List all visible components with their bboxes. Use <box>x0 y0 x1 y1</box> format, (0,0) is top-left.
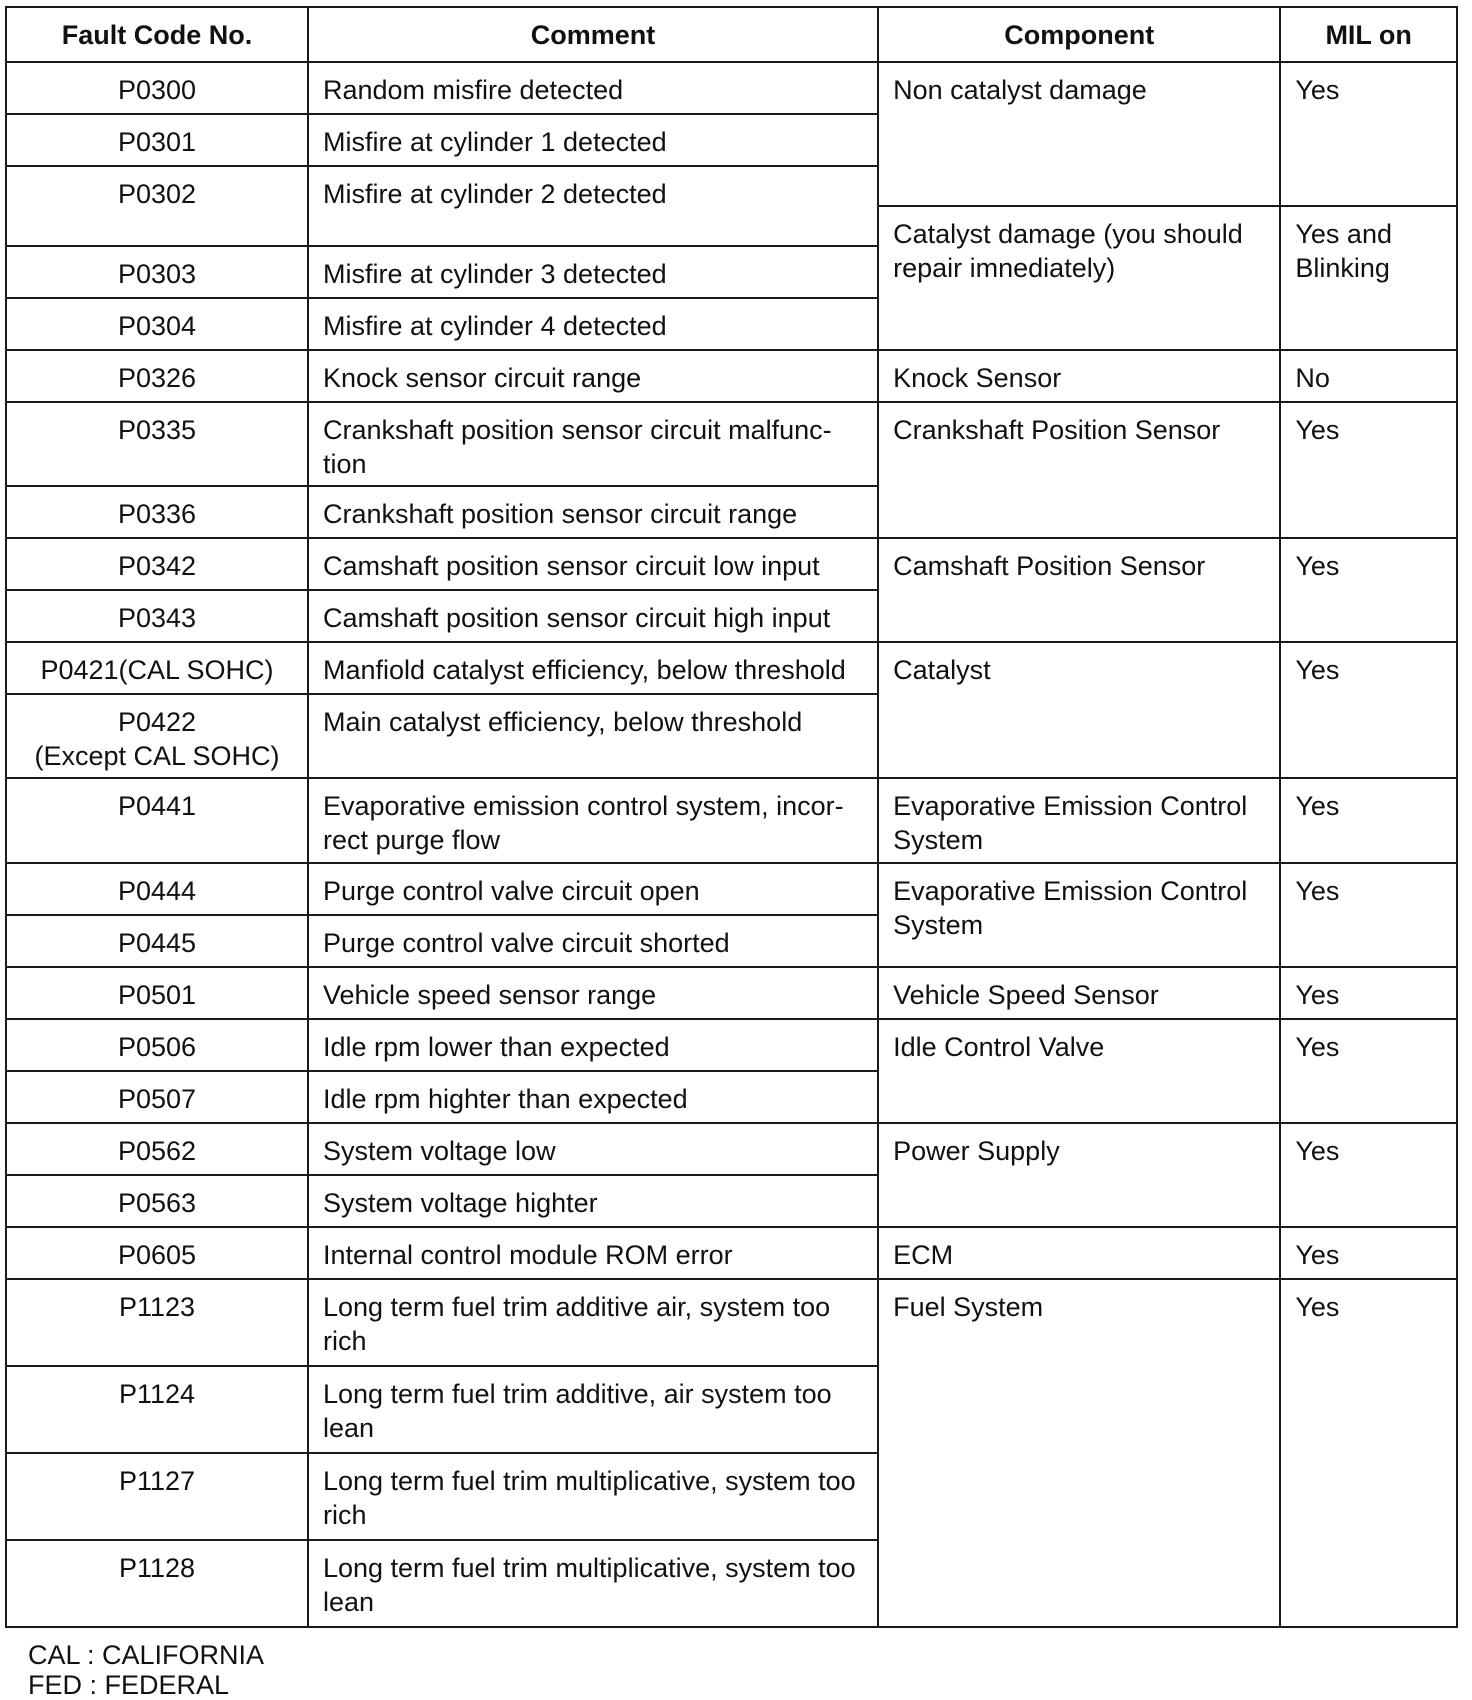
mil-cell: No <box>1280 350 1457 402</box>
component-cell: Non catalyst damage <box>878 62 1280 206</box>
fault-code: P0507 <box>6 1071 308 1123</box>
component-cell: Camshaft Position Sensor <box>878 538 1280 642</box>
fault-code: P0444 <box>6 863 308 915</box>
table-row <box>6 863 1457 915</box>
header-row <box>6 7 1457 62</box>
header-comment: Comment <box>308 7 878 62</box>
fault-code: P0605 <box>6 1227 308 1279</box>
table-row <box>6 62 1457 114</box>
fault-code: P0422 <box>117 707 197 737</box>
fault-code-note: (Except CAL SOHC) <box>34 741 280 771</box>
fault-comment: Long term fuel trim multiplicative, system too lean <box>308 1540 878 1627</box>
fault-code: P1127 <box>6 1453 308 1540</box>
component-cell: Evaporative Emission Control System <box>878 863 1280 967</box>
footnote-cal: CAL : CALIFORNIA <box>28 1640 265 1670</box>
fault-comment: Long term fuel trim additive air, system too rich <box>308 1279 878 1366</box>
fault-code: P0326 <box>6 350 308 402</box>
table-row <box>6 642 1457 694</box>
fault-code: P0304 <box>6 298 308 350</box>
fault-comment: Main catalyst efficiency, below threshold <box>308 694 878 778</box>
component-cell: ECM <box>878 1227 1280 1279</box>
fault-code: P0421(CAL SOHC) <box>6 642 308 694</box>
mil-cell: Yes <box>1280 778 1457 863</box>
table-row <box>6 1227 1457 1279</box>
table-row <box>6 778 1457 863</box>
mil-cell: Yes <box>1280 1279 1457 1627</box>
footnotes <box>28 1640 264 1700</box>
header-mil-on: MIL on <box>1280 7 1457 62</box>
fault-comment: Misfire at cylinder 4 detected <box>308 298 878 350</box>
mil-cell: Yes <box>1280 967 1457 1019</box>
fault-code: P0336 <box>6 486 308 538</box>
table-row <box>6 402 1457 486</box>
fault-code: P0335 <box>6 402 308 486</box>
fault-code-table <box>5 6 1458 1628</box>
table-row <box>6 1019 1457 1071</box>
header-component: Component <box>878 7 1280 62</box>
fault-code: P0342 <box>6 538 308 590</box>
mil-cell: Yes and Blinking <box>1280 206 1457 350</box>
fault-code: P1124 <box>6 1366 308 1453</box>
fault-code: P1123 <box>6 1279 308 1366</box>
fault-code: P0303 <box>6 246 308 298</box>
mil-cell: Yes <box>1280 402 1457 538</box>
component-cell: Evaporative Emission Control System <box>878 778 1280 863</box>
fault-code: P0343 <box>6 590 308 642</box>
fault-comment: Misfire at cylinder 2 detected <box>308 166 878 246</box>
mil-cell: Yes <box>1280 62 1457 206</box>
fault-comment: Crankshaft position sensor circuit malfunc- tion <box>308 402 878 486</box>
component-cell: Crankshaft Position Sensor <box>878 402 1280 538</box>
header-fault-code: Fault Code No. <box>6 7 308 62</box>
component-cell: Vehicle Speed Sensor <box>878 967 1280 1019</box>
fault-comment: Vehicle speed sensor range <box>308 967 878 1019</box>
fault-comment: Random misfire detected <box>308 62 878 114</box>
component-cell: Idle Control Valve <box>878 1019 1280 1123</box>
fault-comment: Purge control valve circuit open <box>308 863 878 915</box>
fault-code: P0506 <box>6 1019 308 1071</box>
table-row <box>6 1123 1457 1175</box>
fault-code-cell <box>6 694 308 778</box>
table-row <box>6 1279 1457 1366</box>
fault-code: P0445 <box>6 915 308 967</box>
component-cell: Knock Sensor <box>878 350 1280 402</box>
fault-code: P0300 <box>6 62 308 114</box>
fault-comment: Purge control valve circuit shorted <box>308 915 878 967</box>
fault-code: P0301 <box>6 114 308 166</box>
fault-code: P0501 <box>6 967 308 1019</box>
fault-comment: Long term fuel trim multiplicative, system too rich <box>308 1453 878 1540</box>
fault-comment: Camshaft position sensor circuit high input <box>308 590 878 642</box>
fault-comment: System voltage low <box>308 1123 878 1175</box>
component-cell: Catalyst damage (you should repair imnediately) <box>878 206 1280 350</box>
table-row <box>6 967 1457 1019</box>
table-row <box>6 350 1457 402</box>
mil-cell: Yes <box>1280 538 1457 642</box>
footnote-fed: FED : FEDERAL <box>28 1670 230 1700</box>
fault-comment: Camshaft position sensor circuit low input <box>308 538 878 590</box>
fault-code: P0302 <box>6 166 308 246</box>
fault-comment: System voltage highter <box>308 1175 878 1227</box>
fault-comment: Misfire at cylinder 3 detected <box>308 246 878 298</box>
fault-comment: Misfire at cylinder 1 detected <box>308 114 878 166</box>
component-cell: Catalyst <box>878 642 1280 778</box>
fault-comment: Manfiold catalyst efficiency, below threshold <box>308 642 878 694</box>
fault-comment: Idle rpm lower than expected <box>308 1019 878 1071</box>
fault-comment: Long term fuel trim additive, air system too lean <box>308 1366 878 1453</box>
fault-code: P1128 <box>6 1540 308 1627</box>
component-cell: Fuel System <box>878 1279 1280 1627</box>
fault-comment: Evaporative emission control system, incor- rect purge flow <box>308 778 878 863</box>
mil-cell: Yes <box>1280 1123 1457 1227</box>
component-cell: Power Supply <box>878 1123 1280 1227</box>
fault-comment: Crankshaft position sensor circuit range <box>308 486 878 538</box>
fault-comment: Internal control module ROM error <box>308 1227 878 1279</box>
mil-cell: Yes <box>1280 642 1457 778</box>
mil-cell: Yes <box>1280 1019 1457 1123</box>
fault-code: P0441 <box>6 778 308 863</box>
fault-code: P0562 <box>6 1123 308 1175</box>
table-row <box>6 538 1457 590</box>
mil-cell: Yes <box>1280 1227 1457 1279</box>
fault-comment: Idle rpm highter than expected <box>308 1071 878 1123</box>
mil-cell: Yes <box>1280 863 1457 967</box>
fault-code: P0563 <box>6 1175 308 1227</box>
fault-comment: Knock sensor circuit range <box>308 350 878 402</box>
